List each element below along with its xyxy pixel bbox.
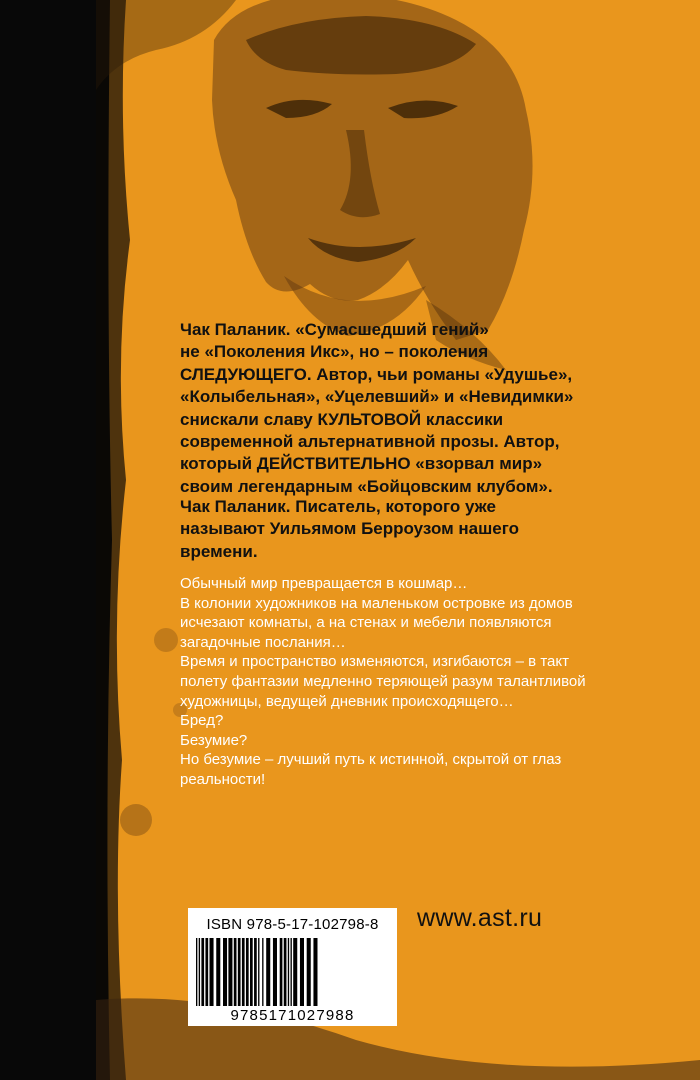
barcode-bar [284, 938, 287, 1006]
synopsis-line: Но безумие – лучший путь к истинной, скрытой от глаз [180, 751, 562, 769]
barcode-bar [205, 938, 208, 1006]
praise-line: СЛЕДУЮЩЕГО. Автор, чьи романы «Удушье», [180, 364, 573, 384]
synopsis-line: исчезают комнаты, а на стенах и мебели появляются [180, 614, 552, 632]
praise-line: который ДЕЙСТВИТЕЛЬНО «взорвал мир» [180, 454, 543, 474]
barcode-bar [250, 938, 253, 1006]
barcode-bar [210, 938, 214, 1006]
barcode-bar [288, 938, 289, 1006]
synopsis-line: Бред? [180, 712, 224, 730]
barcode-bar [199, 938, 200, 1006]
synopsis-line: полету фантазии медленно теряющей разум талантливой [180, 672, 586, 690]
book-spine [0, 0, 96, 1080]
barcode-bar [242, 938, 245, 1006]
synopsis-line: Обычный мир превращается в кошмар… [180, 575, 468, 592]
barcode-bar [280, 938, 283, 1006]
barcode-bar [201, 938, 204, 1006]
barcode-bar [254, 938, 257, 1006]
comparison-line: времени. [180, 541, 258, 561]
barcode-bar [258, 938, 259, 1006]
barcode-bar [196, 938, 197, 1006]
barcode-bar [216, 938, 220, 1006]
praise-line: «Колыбельная», «Уцелевший» и «Невидимки» [180, 387, 574, 407]
praise-line: снискали славу КУЛЬТОВОЙ классики [180, 409, 504, 429]
isbn-label: ISBN 978-5-17-102798-8 [206, 916, 379, 933]
synopsis-line: Безумие? [180, 731, 248, 749]
barcode-bar [273, 938, 277, 1006]
barcode-bar [238, 938, 241, 1006]
barcode-bar [307, 938, 311, 1006]
synopsis-line: загадочные послания… [180, 633, 346, 651]
synopsis-line: В колонии художников на маленьком островке из домов [180, 594, 573, 612]
synopsis-line: Время и пространство изменяются, изгибаются – в такт [180, 653, 569, 671]
praise-line: современной альтернативной прозы. Автор, [180, 432, 560, 452]
author-praise-paragraph [180, 319, 650, 498]
barcode-bar [293, 938, 297, 1006]
barcode-bar [223, 938, 227, 1006]
synopsis-line: художницы, ведущей дневник происходящего… [180, 692, 514, 710]
barcode-bar [300, 938, 304, 1006]
comparison-line: Чак Паланик. Писатель, которого уже [180, 497, 496, 516]
comparison-line: называют Уильямом Берроузом нашего [180, 519, 519, 539]
isbn-barcode [188, 908, 397, 1026]
back-cover [96, 0, 700, 1080]
praise-line: не «Поколения Икс», но – поколения [180, 342, 489, 362]
synopsis-line: реальности! [180, 770, 266, 788]
barcode-bar [262, 938, 263, 1006]
barcode-bar [266, 938, 270, 1006]
barcode-bar [313, 938, 317, 1006]
barcode-bar [234, 938, 237, 1006]
praise-line: своим легендарным «Бойцовским клубом». [180, 476, 553, 496]
barcode-bars [194, 938, 391, 1006]
praise-line: Чак Паланик. «Сумасшедший гений» [180, 320, 489, 339]
ean-digits: 9785171027988 [230, 1007, 355, 1024]
barcode-bar [246, 938, 249, 1006]
plot-synopsis [180, 574, 660, 790]
barcode-bar [291, 938, 292, 1006]
barcode-bar [228, 938, 232, 1006]
author-comparison-paragraph [180, 496, 650, 563]
publisher-website: www.ast.ru [417, 904, 543, 932]
